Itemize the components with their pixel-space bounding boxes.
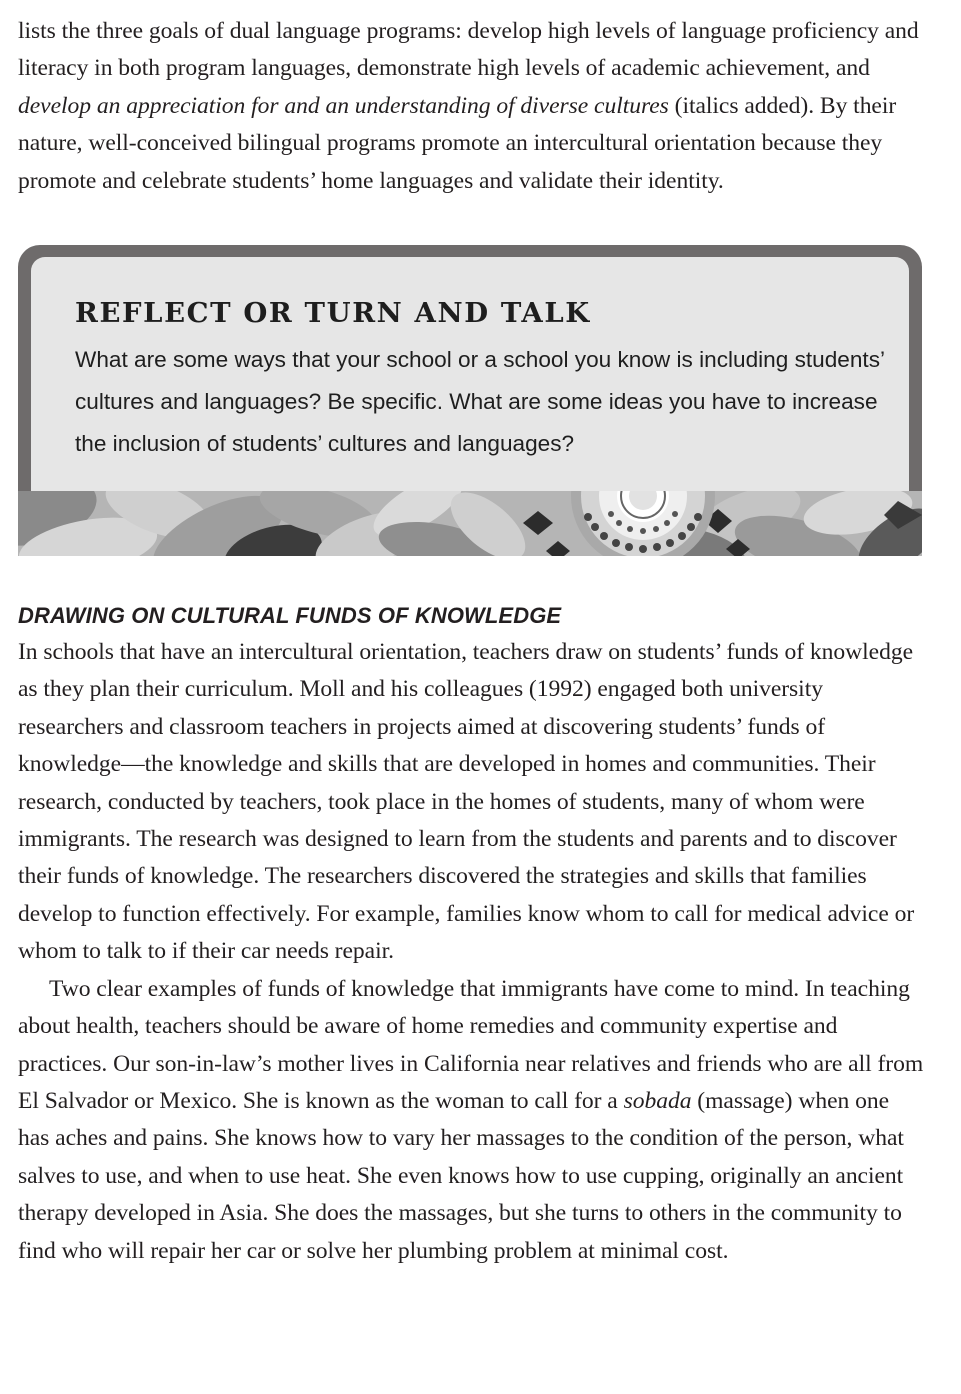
section-paragraph-1: In schools that have an intercultural orientation, teachers draw on students’ funds of knowledge as they plan their curriculum. Moll and his colleagues (1992) engaged both university researchers and classroom teachers in projects aimed at discovering students’ funds of knowledge—the knowledge and skills that are developed in homes and communities. Their research, conducted by teachers, took place in the homes of students, many of whom were immigrants. The research was designed to learn from the students and parents and to discover their funds of knowledge. The researchers discovered the strategies and skills that families develop to function effectively. For example, families know whom to call for medical advice or whom to talk to if their car needs repair. <box>18 639 915 965</box>
book-page <box>18 13 924 1270</box>
callout-title: REFLECT OR TURN AND TALK <box>75 297 591 330</box>
paragraph-2-text-end: (massage) when one has aches and pains. She knows how to vary her massages to the condition of the person, what salves to use, and when to use heat. She even knows how to use cupping, originally an ancient therapy developed in Asia. She does the massages, but she turns to others in the community to find who will repair her car or solve her plumbing problem at minimal cost. <box>18 1087 904 1264</box>
intro-text-end: (italics added). By their nature, well-conceived bilingual programs promote an intercultural orientation because they promote and celebrate students’ home languages and validate their identity. <box>18 92 897 194</box>
intro-paragraph <box>18 13 924 200</box>
paragraph-2-text-start: Two clear examples of funds of knowledge that immigrants have come to mind. In teaching about health, teachers should be aware of home remedies and community expertise and practices. Our son-in-law’s mother lives in California near relatives and friends who are all from El Salvador or Mexico. She is known as the woman to call for a <box>18 975 924 1114</box>
reflect-callout-box <box>18 245 922 556</box>
section-heading: DRAWING ON CULTURAL FUNDS OF KNOWLEDGE <box>18 603 562 629</box>
callout-prompt: What are some ways that your school or a school you know is including students’ cultures and languages? Be specific. What are some ideas you have to increase the inclusion of students’ cultures and languages? <box>75 347 885 457</box>
sobada-term: sobada <box>623 1087 692 1114</box>
section-paragraph-2 <box>18 971 924 1270</box>
intro-text-start: lists the three goals of dual language programs: develop high levels of language proficiency and literacy in both program languages, demonstrate high levels of academic achievement, and <box>18 18 919 82</box>
decorative-pattern-band <box>18 491 922 556</box>
intro-italic-phrase: develop an appreciation for and an understanding of diverse cultures <box>18 92 669 119</box>
